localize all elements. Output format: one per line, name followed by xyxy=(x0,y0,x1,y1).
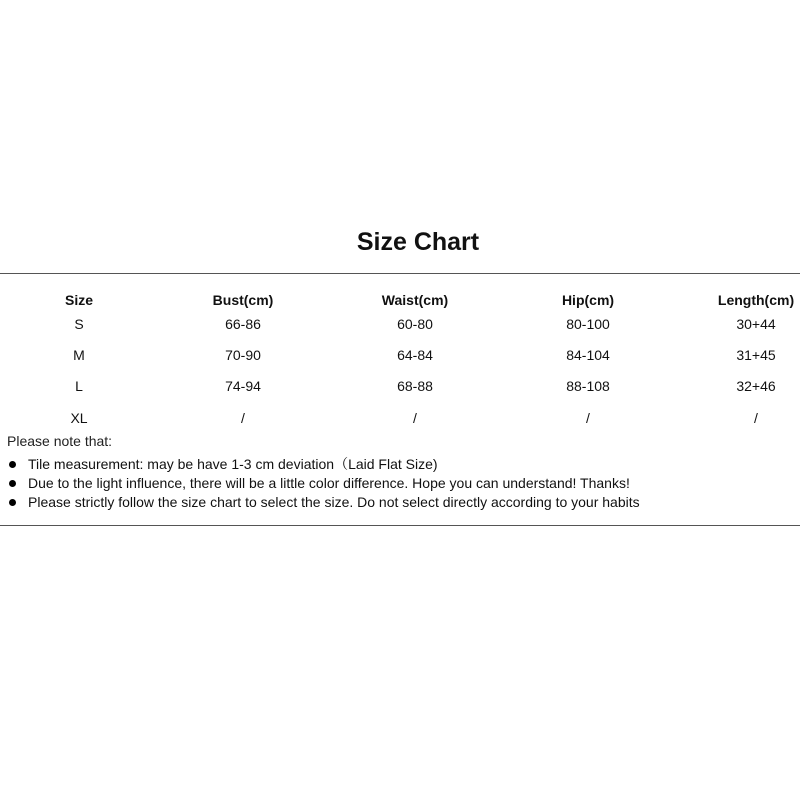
table-cell-length: 31+45 xyxy=(736,347,776,363)
table-cell-waist: 60-80 xyxy=(397,316,433,332)
table-cell-length: 32+46 xyxy=(736,378,776,394)
table-cell-hip: 84-104 xyxy=(566,347,610,363)
table-cell-size: XL xyxy=(70,410,88,426)
table-header-length: Length(cm) xyxy=(717,292,795,308)
list-item xyxy=(9,474,640,493)
page-title: Size Chart xyxy=(356,228,480,256)
bullet-icon xyxy=(9,499,16,506)
list-item xyxy=(9,455,640,474)
table-cell-size: M xyxy=(73,347,85,363)
table-cell-bust: / xyxy=(241,410,245,426)
note-text: Due to the light influence, there will be a little color difference. Hope you can understand! Thanks! xyxy=(28,475,630,491)
notes-list xyxy=(9,455,640,512)
list-item xyxy=(9,493,640,512)
table-header-bust: Bust(cm) xyxy=(212,292,274,308)
table-cell-length: / xyxy=(754,410,758,426)
table-cell-hip: 88-108 xyxy=(566,378,610,394)
bullet-icon xyxy=(9,480,16,487)
table-cell-bust: 66-86 xyxy=(225,316,261,332)
table-cell-bust: 70-90 xyxy=(225,347,261,363)
bottom-divider xyxy=(0,525,800,526)
table-cell-size: L xyxy=(75,378,83,394)
table-header-size: Size xyxy=(64,292,94,308)
table-header-waist: Waist(cm) xyxy=(381,292,449,308)
table-cell-hip: / xyxy=(586,410,590,426)
table-cell-waist: 68-88 xyxy=(397,378,433,394)
top-divider xyxy=(0,273,800,274)
table-cell-waist: / xyxy=(413,410,417,426)
bullet-icon xyxy=(9,461,16,468)
table-cell-size: S xyxy=(74,316,84,332)
note-text: Tile measurement: may be have 1-3 cm deviation（Laid Flat Size) xyxy=(28,456,438,472)
table-cell-waist: 64-84 xyxy=(397,347,433,363)
note-text: Please strictly follow the size chart to select the size. Do not select directly according to your habits xyxy=(28,494,640,510)
notes-label: Please note that: xyxy=(7,433,113,449)
table-cell-length: 30+44 xyxy=(736,316,776,332)
table-cell-bust: 74-94 xyxy=(225,378,261,394)
table-cell-hip: 80-100 xyxy=(566,316,610,332)
table-header-hip: Hip(cm) xyxy=(561,292,615,308)
